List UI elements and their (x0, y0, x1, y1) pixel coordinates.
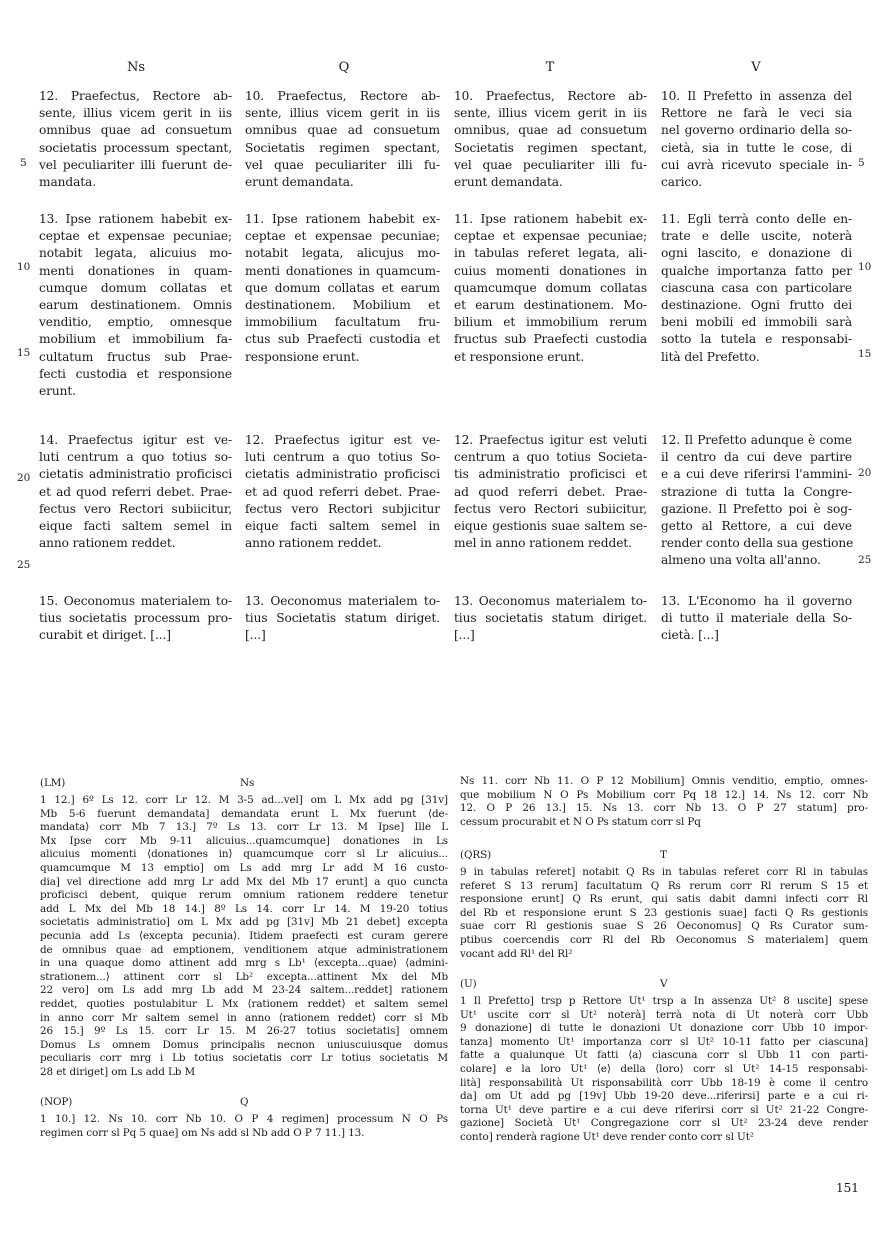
apparatus-group-label: (QRS) (460, 849, 492, 861)
apparatus-line: 26 15.] 9º Ls 15. corr Lr 15. M 26-27 totius societatis] omnem (40, 1025, 448, 1038)
page-number: 151 (836, 1181, 859, 1195)
text-line: luti centrum a quo totius so- (39, 450, 232, 465)
paragraph-ns-2 (39, 211, 232, 400)
apparatus-nop-continued (460, 775, 868, 829)
paragraph-v-1 (661, 88, 852, 191)
text-line: nel governo ordinario della so- (661, 123, 852, 138)
apparatus-u (460, 978, 868, 1145)
text-line: responsione erunt. (245, 349, 360, 364)
apparatus-nop (40, 1096, 448, 1140)
apparatus-line: societatis administratio] om L Mx add pg [31v] Mb 21 debet] excepta (40, 916, 448, 929)
paragraph-ns-1 (39, 88, 232, 191)
text-line: 12. Il Prefetto adunque è come (661, 433, 852, 447)
apparatus-line: 28 et diriget] om Ls add Lb M (40, 1065, 196, 1078)
text-line: 12. Praefectus igitur est ve- (245, 433, 440, 447)
paragraph-q-2 (245, 211, 440, 366)
paragraph-t-4 (454, 593, 647, 645)
column-heading-ns: Ns (126, 60, 146, 75)
apparatus-line: que mobilium N O Ps Mobilium corr Pq 18 12.] 14. Ns 12. corr Nb (460, 788, 868, 801)
text-line: anno rationem reddet. (39, 536, 176, 551)
apparatus-entries (40, 794, 448, 1079)
apparatus-line: strationem...⟩ attinent corr sl Lb² excepta...attinent Mx del Mb (40, 970, 448, 983)
line-number-left-15: 15 (17, 347, 31, 359)
text-line: tius societatis processum pro- (39, 611, 232, 626)
text-line: ceptae et expensae pecuniae; (454, 229, 647, 244)
text-line: tius societatis statum diriget. (454, 611, 647, 626)
text-line: mandata. (39, 175, 96, 190)
paragraph-ns-3 (39, 432, 232, 552)
text-line: ceptae et expensae pecuniae; (39, 229, 232, 244)
text-line: tis administratio proficisci et (454, 467, 647, 482)
text-line: vel quae peculiariter illi fu- (454, 157, 647, 172)
text-line: erunt demandata. (454, 175, 563, 190)
apparatus-line: Ut¹ uscite corr sl Ut² noterà] terrà nota di Ut noterà corr Ubb (460, 1008, 868, 1021)
text-line: bilium et immobilium rerum (454, 315, 647, 330)
text-line: menti donationes in quam- (39, 263, 232, 278)
text-line: ceptae et expensae pecuniae; (245, 229, 440, 244)
text-line: 13. Ipse rationem habebit ex- (39, 212, 232, 226)
text-line: omnibus quae ad consuetum (245, 123, 440, 138)
apparatus-line: Ns 11. corr Nb 11. O P 12 Mobilium] Omnis venditio, emptio, omnes- (460, 775, 868, 787)
text-line: mel in anno rationem reddet. (454, 536, 632, 551)
paragraph-v-2 (661, 211, 852, 366)
apparatus-line: add L Mx del Mb 18 14.] 8º Ls 14. corr Lr 14. M 19-20 totius (40, 902, 448, 915)
line-number-right-20: 20 (858, 467, 872, 479)
apparatus-line: proficisci debent, quique rerum omnium rationem reddere tenetur (40, 889, 448, 902)
text-line: tius Societatis statum diriget. (245, 611, 440, 626)
apparatus-line: in anno corr Mr saltem semel in anno ⟨rationem reddet⟩ corr sl Mb (40, 1011, 448, 1024)
apparatus-line: da] om Ut add pg [19v] Ubb 19-20 deve...riferirsi] parte e a cui ri- (460, 1090, 868, 1103)
text-line: lità del Prefetto. (661, 349, 760, 364)
apparatus-entries (460, 775, 868, 829)
apparatus-line: colare] e la loro Ut¹ ⟨e⟩ della ⟨loro⟩ corr sl Ut² 14-15 responsabi- (460, 1062, 868, 1075)
line-number-right-10: 10 (858, 261, 872, 273)
text-line: cumque domum collatas et (39, 280, 232, 295)
apparatus-line: Mb 5-6 fuerunt demandata] demandata erunt L Mx fuerunt ⟨de- (40, 807, 448, 820)
text-line: ctus sub Praefecti custodia et (245, 332, 440, 347)
line-number-left-25: 25 (17, 559, 31, 571)
apparatus-line: ptibus coercendis corr Rl del Rb Oeconomus S materialem] quem (460, 933, 868, 946)
text-line: [...] (454, 628, 475, 643)
text-line: que domum collatas et earum (245, 280, 440, 295)
text-line: centrum a quo totius Societa- (454, 450, 647, 465)
text-line: Rettore ne farà le veci sia (661, 106, 852, 121)
text-line: destinationem. Mobilium et (245, 298, 440, 313)
apparatus-entries (40, 1113, 448, 1140)
text-line: trate e delle uscite, noterà (661, 229, 852, 244)
text-line: beni mobili ed immobili sarà (661, 315, 852, 330)
line-number-right-5: 5 (858, 157, 865, 169)
text-line: 11. Ipse rationem habebit ex- (454, 212, 647, 226)
text-line: qualche importanza fatto per (661, 263, 852, 278)
text-line: fecti custodia et responsione (39, 366, 232, 381)
text-line: notabit legata, alicuius mo- (39, 246, 232, 261)
line-number-right-15: 15 (858, 348, 872, 360)
apparatus-siglum: Q (240, 1096, 249, 1108)
apparatus-line: 1 12.] 6º Ls 12. corr Lr 12. M 3-5 ad...vel] om L Mx add pg [31v] (40, 794, 448, 806)
text-line: strazione di tutta la Congre- (661, 484, 852, 499)
text-line: cuius momenti donationes in (454, 263, 647, 278)
text-line: et responsione erunt. (454, 349, 585, 364)
apparatus-siglum: V (660, 978, 668, 990)
apparatus-line: Domus Ls omnem Domus principalis necnon uniuscuiusque domus (40, 1038, 448, 1051)
paragraph-q-4 (245, 593, 440, 645)
apparatus-qrs (460, 849, 868, 961)
text-line: fectus vero Rectori subjicitur (245, 501, 440, 516)
text-line: almeno una volta all'anno. (661, 553, 821, 568)
text-line: vel quae peculiariter illi fu- (245, 157, 440, 172)
text-line: et ad quod referri debet. Prae- (39, 484, 232, 499)
paragraph-v-3 (661, 432, 852, 570)
column-heading-t: T (545, 60, 555, 75)
apparatus-line: 9 in tabulas referet] notabit Q Rs in tabulas referet corr Rl in tabulas (460, 866, 868, 878)
line-number-right-25: 25 (858, 554, 872, 566)
text-line: 13. Oeconomus materialem to- (245, 594, 440, 608)
apparatus-line: quamcumque M 13 emptio] om Ls add mrg Lr add M 16 custo- (40, 861, 448, 874)
apparatus-siglum: Ns (240, 777, 255, 789)
text-line: 15. Oeconomus materialem to- (39, 594, 232, 608)
text-line: notabit legata, alicujus mo- (245, 246, 440, 261)
apparatus-group-label: (NOP) (40, 1096, 73, 1108)
apparatus-siglum: T (660, 849, 667, 861)
text-line: sente, illius vicem gerit in iis (454, 106, 647, 121)
text-line: anno rationem reddet. (245, 536, 382, 551)
text-line: fructus sub Praefecti custodia (454, 332, 647, 347)
apparatus-line: cessum procurabit et N O Ps statum corr sl Pq (460, 815, 701, 828)
line-number-left-20: 20 (17, 472, 31, 484)
text-line: 14. Praefectus igitur est ve- (39, 433, 232, 447)
text-line: immobilium facultatum fru- (245, 315, 440, 330)
text-line: e a cui deve riferirsi l'ammini- (661, 467, 852, 482)
text-line: earum destinationem. Omnis (39, 298, 232, 313)
text-line: et earum destinationem. Mo- (454, 298, 647, 313)
text-line: cui avrà ricevuto speciale in- (661, 157, 852, 172)
text-line: menti donationes in quamcum- (245, 263, 440, 278)
text-line: fectus vero Rectori subiicitur, (454, 501, 647, 516)
apparatus-line: Mx Ipse corr Mb 9-11 alicuius...quamcumque] donationes in Ls (40, 834, 448, 847)
apparatus-line: peculiaris corr mrg i Lb totius societatis corr Lr totius societatis M (40, 1052, 448, 1065)
text-line: omnibus quae ad consuetum (39, 123, 232, 138)
text-line: cietatis administratio proficisci (39, 467, 232, 482)
apparatus-line: 12. O P 26 13.] 15. Ns 13. corr Nb 13. O P 27 statum] pro- (460, 802, 868, 815)
apparatus-line: mandata⟩ corr Mb 7 13.] 7º Ls 13. corr Lr 13. M Ipse] Ille L (40, 821, 448, 834)
apparatus-line: lità] responsabilità Ut risponsabilità corr Ubb 18-19 è come il centro (460, 1076, 868, 1089)
text-line: venditio, emptio, omnesque (39, 315, 232, 330)
apparatus-line: 1 Il Prefetto] trsp p Rettore Ut¹ trsp a In assenza Ut² 8 uscite] spese (460, 995, 868, 1007)
text-line: luti centrum a quo totius So- (245, 450, 440, 465)
apparatus-line: conto] renderà ragione Ut¹ deve render conto corr sl Ut² (460, 1130, 754, 1143)
paragraph-t-3 (454, 432, 647, 552)
paragraph-q-3 (245, 432, 440, 552)
apparatus-line: del Rb et responsione erunt S 23 gestionis suae] facti Q Rs gestionis (460, 906, 868, 919)
apparatus-line: tanza] momento Ut¹ importanza corr sl Ut² 10-11 fatto per ciascuna] (460, 1035, 868, 1048)
text-line: ciascuna casa con particolare (661, 280, 852, 295)
apparatus-lm (40, 777, 448, 1079)
apparatus-line: in una quaque domo attinent add mrg s Lb¹ ⟨excepta...quae⟩ ⟨admini- (40, 957, 448, 970)
text-line: getto al Rettore, a cui deve (661, 519, 852, 534)
text-line: mobilium et immobilium fa- (39, 332, 232, 347)
apparatus-line: vocant add Rl¹ del Rl² (460, 947, 573, 960)
text-line: render conto della sua gestione (661, 536, 854, 551)
text-line: sente, illius vicem gerit in iis (39, 106, 232, 121)
text-line: cietà, sia in tutte le cose, di (661, 140, 852, 155)
apparatus-line: responsione erunt] Q Rs erunt, qui satis dabit damni infecti corr Rl (460, 893, 868, 906)
text-line: cultatum fructus sub Prae- (39, 349, 232, 364)
paragraph-ns-4 (39, 593, 232, 645)
text-line: il centro da cui deve partire (661, 450, 852, 465)
apparatus-line: torna Ut¹ deve partire e a cui deve riferirsi corr sl Ut² 21-22 Congre- (460, 1103, 868, 1116)
text-line: erunt. (39, 384, 76, 399)
text-line: erunt demandata. (245, 175, 354, 190)
apparatus-group-label: (U) (460, 978, 477, 990)
apparatus-line: dia] vel directione add mrg Lr add Mx del Mb 17 erunt] a quo cuncta (40, 875, 448, 888)
text-line: in tabulas referet legata, ali- (454, 246, 647, 261)
paragraph-q-1 (245, 88, 440, 191)
text-line: cietà. [...] (661, 628, 719, 643)
text-line: 13. Oeconomus materialem to- (454, 594, 647, 608)
text-line: ogni lascito, e donazione di (661, 246, 852, 261)
text-line: eique facti saltem semel in (245, 519, 440, 534)
column-heading-q: Q (338, 60, 350, 75)
text-line: eique facti saltem semel in (39, 519, 232, 534)
text-line: eique gestionis suae saltem se- (454, 519, 647, 534)
text-line: sotto la tutela e responsabi- (661, 332, 852, 347)
apparatus-entries (460, 866, 868, 961)
apparatus-line: 1 10.] 12. Ns 10. corr Nb 10. O P 4 regimen] processum N O Ps (40, 1113, 448, 1125)
text-line: fectus vero Rectori subiicitur, (39, 501, 232, 516)
text-line: curabit et diriget. [...] (39, 628, 171, 643)
text-line: 11. Ipse rationem habebit ex- (245, 212, 440, 226)
paragraph-v-4 (661, 593, 852, 645)
line-number-left-10: 10 (17, 261, 31, 273)
column-heading-v: V (751, 60, 761, 75)
text-line: destinazione. Ogni frutto dei (661, 298, 852, 313)
apparatus-line: alicuius momenti ⟨donationes in⟩ quamcumque corr sl Lr alicuius... (40, 848, 448, 861)
text-line: et ad quod referri debet. Prae- (245, 484, 440, 499)
text-line: 12. Praefectus, Rectore ab- (39, 89, 232, 103)
text-line: gazione. Il Prefetto poi è sog- (661, 501, 852, 516)
apparatus-line: pecunia add Ls ⟨excepta pecunia⟩. Itidem praefecti est curam gerere (40, 929, 448, 942)
text-line: omnibus, quae ad consuetum (454, 123, 647, 138)
text-line: sente, illius vicem gerit in iis (245, 106, 440, 121)
paragraph-t-2 (454, 211, 647, 366)
apparatus-line: de omnibus quae ad emptionem, venditionem atque administrationem (40, 943, 448, 956)
text-line: 10. Praefectus, Rectore ab- (454, 89, 647, 103)
text-line: vel peculiariter illi fuerunt de- (39, 157, 232, 172)
text-line: 10. Il Prefetto in assenza del (661, 89, 852, 103)
apparatus-line: 22 vero] om Ls add mrg Lb add M 23-24 saltem...reddet] rationem (40, 984, 448, 997)
text-line: cietatis administratio proficisci (245, 467, 440, 482)
text-line: 13. L'Economo ha il governo (661, 594, 852, 608)
apparatus-line: reddet, quoties postulabitur L Mx ⟨rationem reddet⟩ et saltem semel (40, 997, 448, 1010)
text-line: quamcumque domum collatas (454, 280, 647, 295)
line-number-left-5: 5 (20, 157, 27, 169)
text-line: societatis processum spectant, (39, 140, 232, 155)
apparatus-line: regimen corr sl Pq 5 quae] om Ns add sl Nb add O P 7 11.] 13. (40, 1126, 365, 1139)
text-line: Societatis regimen spectant, (245, 140, 440, 155)
apparatus-group-label: (LM) (40, 777, 66, 789)
apparatus-line: gazione] Società Ut¹ Congregazione corr sl Ut² 23-24 deve render (460, 1117, 868, 1130)
apparatus-line: 9 donazione] di tutte le donazioni Ut donazione corr Ubb 10 impor- (460, 1022, 868, 1035)
text-line: 12. Praefectus igitur est veluti (454, 433, 647, 447)
paragraph-t-1 (454, 88, 647, 191)
text-line: [...] (245, 628, 266, 643)
text-line: ad quod referri debet. Prae- (454, 484, 647, 499)
text-line: di tutto il materiale della So- (661, 611, 852, 626)
text-line: carico. (661, 175, 702, 190)
apparatus-entries (460, 995, 868, 1145)
text-line: 10. Praefectus, Rectore ab- (245, 89, 440, 103)
text-line: Societatis regimen spectant, (454, 140, 647, 155)
apparatus-line: fatte a qualunque Ut fatti ⟨a⟩ ciascuna corr sl Ubb 11 con parti- (460, 1049, 868, 1062)
apparatus-line: suae corr Rl gestionis suae S 26 Oeconomus] Q Rs Curator sum- (460, 920, 868, 933)
apparatus-line: referet S 13 rerum] facultatum Q Rs rerum corr Rl rerum S 15 et (460, 879, 868, 892)
text-line: 11. Egli terrà conto delle en- (661, 212, 852, 226)
